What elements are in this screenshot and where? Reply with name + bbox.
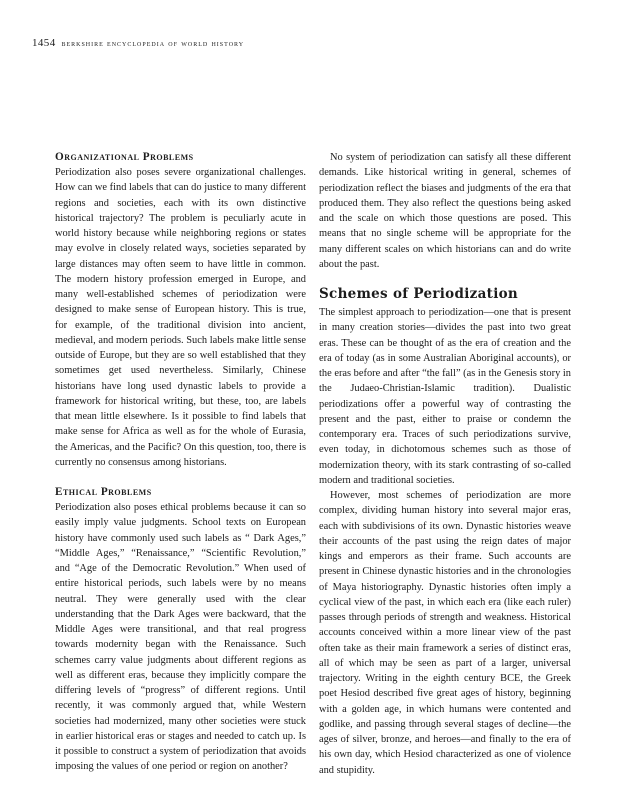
intro-paragraph: No system of periodization can satisfy all these different demands. Like historical writing in general, schemes of periodization reflect the biases and judgments of the era that produced them. They also reflect the questions being asked and the scale on which those questions are posed. This means that no single scheme will be appropriate for the many different scales on which historians can and do write about the past.: [319, 152, 571, 270]
running-head-title: berkshire encyclopedia of world history: [61, 38, 245, 48]
ethical-problems-paragraph: Periodization also poses ethical problems because it can so easily imply value judgments. School texts on European history have commonly used such labels as “ Dark Ages,” “Middle Ages,” “Renaissance,” “Scientific Revolution,” and “Age of the Democratic Revolution.” When used of entire historical periods, such labels were by no means neutral. They were generally used with the clear understanding that the Dark Ages were backward, that the Middle Ages were transitional, and that real progress towards modernity began with the Renaissance. Such schemes carry value judgments about different regions as well as different eras, because they implicitly compare the differing levels of “progress” of different regions. Until recently, it was commonly argued that, while Western societies had modernized, many other societies were stuck in earlier historical eras or stages and needed to catch up. Is it possible to construct a system of periodization that avoids imposing the values of one period or region on another?: [55, 502, 306, 773]
schemes-paragraph-1: The simplest approach to periodization—one that is present in many creation stories—divides the past into two great eras. These can be thought of as the era of creation and the era of today (as in some Australian Aboriginal accounts), or the eras before and after “the fall” (as in the Genesis story in the Judaeo-Christian-Islamic tradition). Dualistic periodizations offer a powerful way of contrasting the present and the past, either to praise or condemn the contemporary era. Traces of such periodizations survive, even today, in dichotomous schemes such as those of modernization theory, with its stark contrasting of so-called modern and traditional societies.: [319, 307, 571, 486]
left-column: [55, 150, 306, 775]
page-number: 1454: [32, 37, 56, 49]
organizational-problems-paragraph: Periodization also poses severe organizational challenges. How can we find labels that can do justice to many different regions and societies, each with its own distinctive historical trajectory? The problem is peculiarly acute in world history because while neighboring regions or states may evolve in closely related ways, societies separated by large distances may often seem to have little in common. The modern history profession emerged in Europe, and many well-established schemes of periodization were designed to make sense of European history. This is true, for example, of the traditional division into ancient, medieval, and modern periods. Such labels make little sense outside of Europe, but they are so well established that they sometimes get used nevertheless. Similarly, Chinese historians have long used dynastic labels to provide a framework for historical writing, but these, too, are labels that mean little elsewhere. Is it possible to find labels that make sense for Africa as well as for the whole of Eurasia, the Americas, and the Pacific? On this question, too, there is currently no consensus among historians.: [55, 167, 306, 468]
right-column: [319, 150, 571, 778]
running-head: [32, 37, 244, 49]
ethical-problems-heading: Ethical Problems: [55, 486, 152, 498]
schemes-paragraph-2: However, most schemes of periodization are more complex, dividing human history into several major eras, each with subdivisions of its own. Dynastic histories weave their accounts of the past using the reign dates of major kings and emperors as their frame. Such accounts are present in Chinese dynastic histories and in the chronologies of Maya historiography. Dynastic histories often imply a cyclical view of the past, in which each era (like each ruler) passes through periods of strength and weakness. Historical accounts conceived within a more linear view of the past often take as their main framework a series of distinct eras, all of which may be seen as part of a larger, universal trajectory. Writing in the eighth century BCE, the Greek poet Hesiod described five great ages of history, beginning with a golden age, in which humans were contented and godlike, and passing through several stages of decline—the ages of silver, bronze, and heroes—and finally to the era of his own day, which Hesiod characterized as one of violence and stupidity.: [319, 490, 571, 776]
schemes-of-periodization-heading: Schemes of Periodization: [319, 286, 519, 302]
organizational-problems-heading: Organizational Problems: [55, 151, 194, 163]
